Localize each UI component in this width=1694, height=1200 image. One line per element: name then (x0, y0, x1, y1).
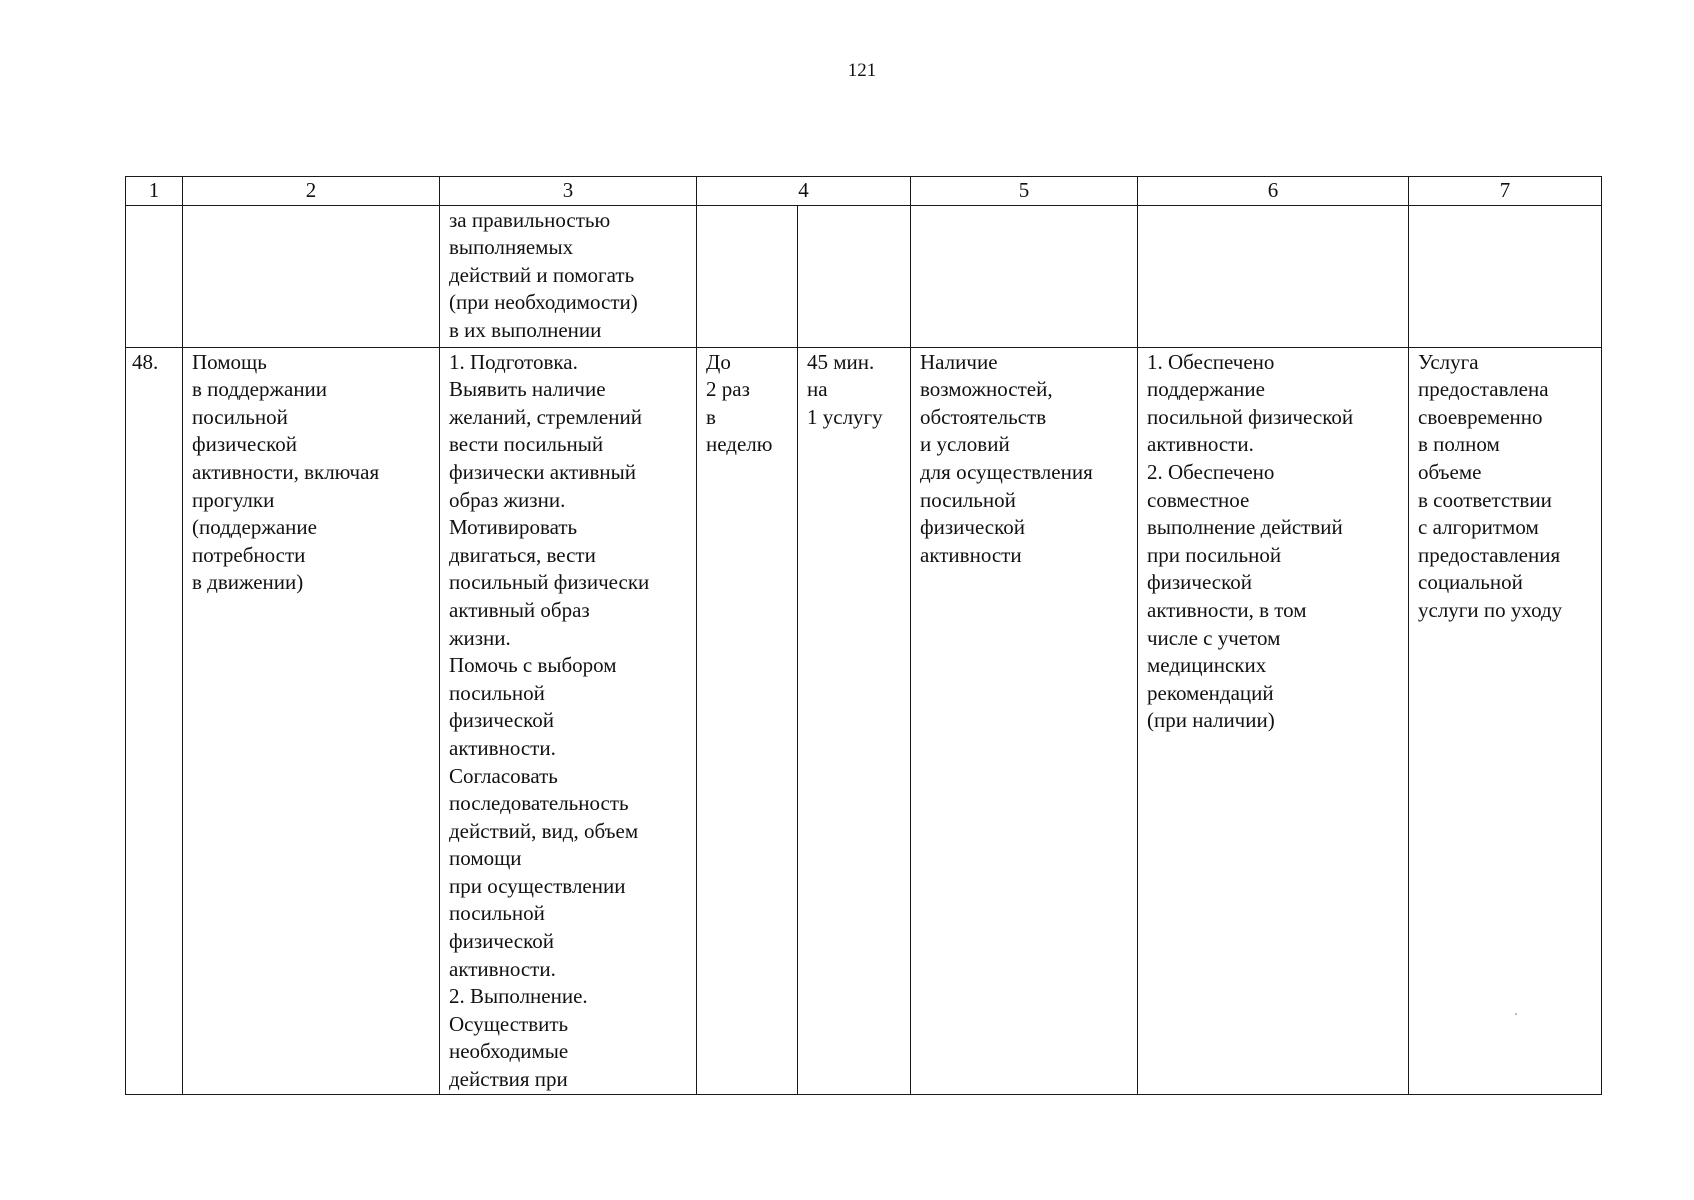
text-line: поддержание (1147, 377, 1265, 402)
text-line: медицинских (1147, 653, 1267, 678)
text-line: при осуществлении (449, 873, 626, 898)
text-line: последовательность (449, 791, 629, 816)
text-line: посильной (920, 487, 1016, 512)
text-line: на (807, 377, 828, 402)
duration-cell (798, 347, 911, 1094)
text-line: (поддержание (192, 515, 317, 540)
text-line: До (706, 349, 731, 374)
text-line: посильной (449, 680, 545, 705)
text-line: физически активный (449, 459, 636, 484)
text-line: обстоятельств (920, 404, 1047, 429)
text-line: 1. Подготовка. (449, 349, 578, 374)
service-table-container (125, 176, 1602, 1095)
scan-speck (1515, 1013, 1517, 1015)
service-table (125, 176, 1602, 1095)
text-line: Помочь с выбором (449, 653, 617, 678)
page-number: 121 (847, 60, 877, 81)
service-actions-text (449, 349, 690, 1094)
header-label: 3 (562, 178, 574, 202)
duration-text (807, 349, 904, 432)
text-line: физической (449, 708, 554, 733)
text-line: в (706, 404, 716, 429)
text-line: образ жизни. (449, 487, 566, 512)
frequency-cell (697, 347, 798, 1094)
header-label: 6 (1267, 178, 1279, 202)
service-name-cell (183, 347, 440, 1094)
cont-cell-num (126, 205, 183, 347)
evaluation-cell (1409, 347, 1602, 1094)
text-line: выполнение действий (1147, 515, 1343, 540)
text-line: за правильностью (449, 207, 611, 232)
text-line: двигаться, вести (449, 542, 596, 567)
row-number: 48. (132, 349, 159, 374)
service-actions-cell (440, 347, 697, 1094)
text-line: в поддержании (192, 377, 328, 402)
text-line: необходимые (449, 1039, 569, 1064)
service-name-text (192, 349, 433, 597)
text-line: посильной (449, 901, 545, 926)
text-line: предоставлена (1418, 377, 1549, 402)
text-line: активный образ (449, 597, 590, 622)
text-line: физической (192, 432, 297, 457)
text-line: 1 услугу (807, 404, 883, 429)
header-col-7 (1409, 177, 1602, 206)
text-line: активности. (1147, 432, 1254, 457)
row-number-cell (126, 347, 183, 1094)
header-col-1 (126, 177, 183, 206)
text-line: 2. Выполнение. (449, 984, 588, 1009)
results-cell (1138, 347, 1409, 1094)
header-label: 5 (1018, 178, 1030, 202)
text-line: активности. (449, 735, 556, 760)
text-line: числе с учетом (1147, 625, 1281, 650)
header-label: 7 (1499, 178, 1511, 202)
cont-cell-results (1138, 205, 1409, 347)
header-label: 1 (148, 178, 160, 202)
evaluation-text (1418, 349, 1595, 625)
text-line: посильной физической (1147, 404, 1354, 429)
header-label: 2 (305, 178, 317, 202)
cont-cell-actions (440, 205, 697, 347)
header-col-4 (697, 177, 911, 206)
text-line: потребности (192, 542, 306, 567)
header-col-3 (440, 177, 697, 206)
text-line: возможностей, (920, 377, 1053, 402)
text-line: жизни. (449, 625, 511, 650)
text-line: совместное (1147, 487, 1250, 512)
text-line: Наличие (920, 349, 998, 374)
header-label: 4 (798, 178, 809, 202)
text-line: Согласовать (449, 763, 558, 788)
text-line: предоставления (1418, 542, 1561, 567)
header-col-6 (1138, 177, 1409, 206)
text-line: в их выполнении (449, 317, 602, 342)
text-line: своевременно (1418, 404, 1543, 429)
header-col-5 (911, 177, 1138, 206)
cont-cell-service (183, 205, 440, 347)
text-line: для осуществления (920, 459, 1093, 484)
header-row (126, 177, 1602, 206)
text-line: и условий (920, 432, 1010, 457)
text-line: прогулки (192, 487, 275, 512)
text-line: 2 раз (706, 377, 750, 402)
text-line: физической (449, 929, 554, 954)
text-line: с алгоритмом (1418, 515, 1539, 540)
text-line: Помощь (192, 349, 267, 374)
text-line: помощи (449, 846, 522, 871)
header-col-2 (183, 177, 440, 206)
text-line: посильный физически (449, 570, 650, 595)
conditions-text (920, 349, 1131, 570)
text-line: неделю (706, 432, 773, 457)
text-line: действий и помогать (449, 262, 635, 287)
text-line: активности, включая (192, 459, 380, 484)
text-line: объеме (1418, 459, 1482, 484)
text-line: действий, вид, объем (449, 818, 639, 843)
text-line: (при наличии) (1147, 708, 1275, 733)
text-line: активности (920, 542, 1022, 567)
text-line: вести посильный (449, 432, 604, 457)
text-line: (при необходимости) (449, 290, 638, 315)
text-line: 1. Обеспечено (1147, 349, 1275, 374)
continuation-row (126, 205, 1602, 347)
cont-cell-frequency (697, 205, 798, 347)
text-line: социальной (1418, 570, 1523, 595)
text-line: Осуществить (449, 1011, 569, 1036)
text-line: услуги по уходу (1418, 597, 1563, 622)
text-line: рекомендаций (1147, 680, 1274, 705)
text-line: в соответствии (1418, 487, 1552, 512)
frequency-text (706, 349, 791, 459)
text-line: Мотивировать (449, 515, 578, 540)
text-line: желаний, стремлений (449, 404, 642, 429)
text-line: Услуга (1418, 349, 1479, 374)
text-line: в полном (1418, 432, 1500, 457)
text-line: физической (920, 515, 1025, 540)
text-line: 45 мин. (807, 349, 875, 374)
cont-actions-text (449, 207, 690, 345)
text-line: посильной (192, 404, 288, 429)
cont-cell-duration (798, 205, 911, 347)
conditions-cell (911, 347, 1138, 1094)
text-line: Выявить наличие (449, 377, 606, 402)
row-48 (126, 347, 1602, 1094)
text-line: действия при (449, 1067, 568, 1092)
text-line: в движении) (192, 570, 304, 595)
text-line: 2. Обеспечено (1147, 459, 1275, 484)
cont-cell-conditions (911, 205, 1138, 347)
text-line: активности. (449, 956, 556, 981)
text-line: при посильной (1147, 542, 1282, 567)
text-line: выполняемых (449, 235, 574, 260)
results-text (1147, 349, 1402, 735)
text-line: активности, в том (1147, 597, 1307, 622)
text-line: физической (1147, 570, 1252, 595)
cont-cell-evaluation (1409, 205, 1602, 347)
